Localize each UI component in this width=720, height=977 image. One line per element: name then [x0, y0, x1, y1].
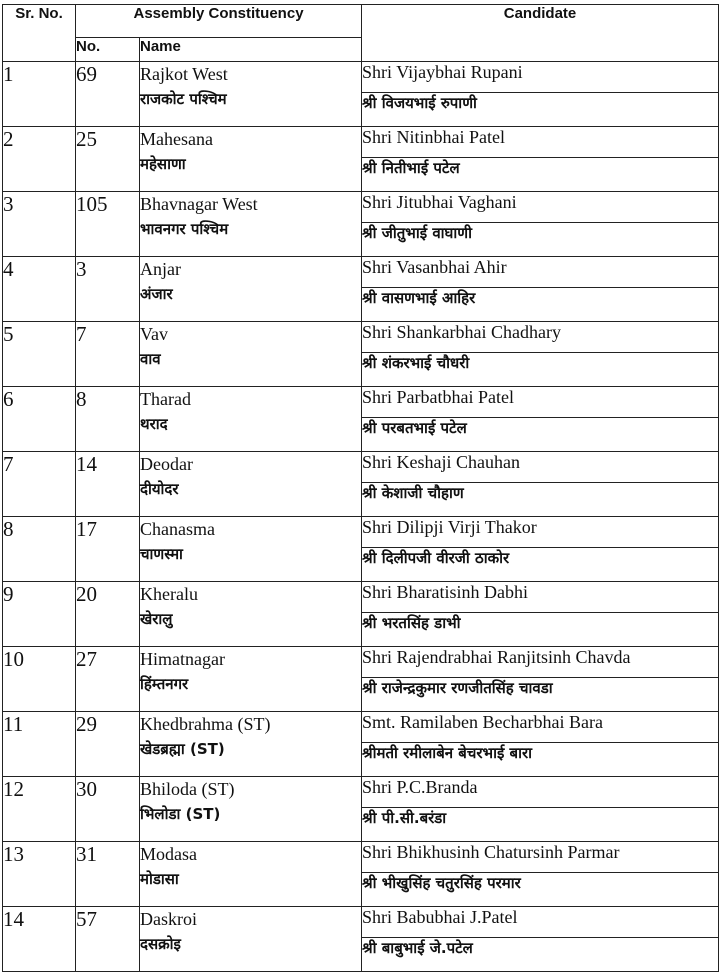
- candidate-name-en: Shri Vijaybhai Rupani: [362, 62, 523, 82]
- constituency-name-cell: [140, 842, 362, 907]
- sr-no-cell: 10: [3, 647, 76, 712]
- constituency-name-cell: [140, 517, 362, 582]
- candidate-name-en-cell: [362, 712, 719, 743]
- constituency-no-cell: 30: [76, 777, 140, 842]
- table-row: [3, 777, 719, 808]
- candidate-name-en-cell: [362, 582, 719, 613]
- constituency-name-cell: [140, 257, 362, 322]
- constituency-name-cell: [140, 62, 362, 127]
- candidate-name-en: Shri Keshaji Chauhan: [362, 452, 520, 472]
- candidate-name-hi: श्री भीखुसिंह चतुरसिंह परमार: [362, 874, 521, 892]
- constituency-name-en: Bhavnagar West: [140, 194, 258, 214]
- candidate-name-en: Shri Parbatbhai Patel: [362, 387, 514, 407]
- candidate-name-en-cell: [362, 387, 719, 418]
- candidate-name-hi-cell: [362, 873, 719, 907]
- candidate-table: [2, 4, 719, 972]
- sr-no-cell: 4: [3, 257, 76, 322]
- constituency-name-en: Daskroi: [140, 909, 197, 929]
- constituency-name-hi: चाणस्मा: [140, 545, 183, 563]
- candidate-name-en-cell: [362, 452, 719, 483]
- constituency-name-cell: [140, 777, 362, 842]
- candidate-name-en-cell: [362, 647, 719, 678]
- constituency-name-cell: [140, 647, 362, 712]
- table-row: [3, 517, 719, 548]
- constituency-name-cell: [140, 907, 362, 972]
- candidate-name-hi: श्री राजेन्द्रकुमार रणजीतसिंह चावडा: [362, 679, 553, 697]
- candidate-name-hi: श्री परबतभाई पटेल: [362, 419, 467, 437]
- sr-no-cell: 9: [3, 582, 76, 647]
- constituency-name-en: Anjar: [140, 259, 181, 279]
- candidate-name-hi-cell: [362, 808, 719, 842]
- header-assembly-constituency: Assembly Constituency: [76, 5, 362, 38]
- candidate-name-en: Shri Nitinbhai Patel: [362, 127, 506, 147]
- table-row: [3, 712, 719, 743]
- constituency-name-hi: खेरालु: [140, 610, 173, 628]
- candidate-name-hi-cell: [362, 938, 719, 972]
- constituency-name-en: Tharad: [140, 389, 191, 409]
- constituency-name-cell: [140, 192, 362, 257]
- constituency-name-cell: [140, 712, 362, 777]
- constituency-name-hi: वाव: [140, 350, 161, 368]
- header-no: No.: [76, 38, 140, 62]
- candidate-name-hi-cell: [362, 93, 719, 127]
- constituency-name-en: Vav: [140, 324, 168, 344]
- candidate-name-en: Shri Babubhai J.Patel: [362, 907, 518, 927]
- candidate-name-en: Shri Bharatisinh Dabhi: [362, 582, 528, 602]
- constituency-no-cell: 105: [76, 192, 140, 257]
- candidate-name-hi: श्री पी.सी.बरंडा: [362, 809, 447, 827]
- constituency-no-cell: 8: [76, 387, 140, 452]
- candidate-name-en-cell: [362, 192, 719, 223]
- sr-no-cell: 7: [3, 452, 76, 517]
- sr-no-cell: 1: [3, 62, 76, 127]
- constituency-name-hi: खेडब्रह्मा (ST): [140, 740, 225, 758]
- candidate-name-en: Shri Shankarbhai Chadhary: [362, 322, 561, 342]
- constituency-no-cell: 14: [76, 452, 140, 517]
- candidate-name-hi-cell: [362, 353, 719, 387]
- constituency-name-hi: भिलोडा (ST): [140, 805, 221, 823]
- constituency-name-en: Khedbrahma (ST): [140, 714, 271, 734]
- candidate-name-en: Shri Rajendrabhai Ranjitsinh Chavda: [362, 647, 631, 667]
- candidate-name-en-cell: [362, 322, 719, 353]
- sr-no-cell: 3: [3, 192, 76, 257]
- constituency-no-cell: 57: [76, 907, 140, 972]
- constituency-name-cell: [140, 322, 362, 387]
- constituency-name-en: Modasa: [140, 844, 197, 864]
- constituency-name-hi: राजकोट पश्चिम: [140, 90, 227, 108]
- header-sr-no: Sr. No.: [3, 5, 76, 62]
- constituency-name-hi: भावनगर पश्चिम: [140, 220, 229, 238]
- constituency-name-hi: महेसाणा: [140, 155, 186, 173]
- candidate-name-hi: श्री नितीभाई पटेल: [362, 159, 460, 177]
- candidate-name-en: Shri P.C.Branda: [362, 777, 478, 797]
- constituency-name-hi: अंजार: [140, 285, 173, 303]
- constituency-name-cell: [140, 127, 362, 192]
- constituency-name-en: Deodar: [140, 454, 193, 474]
- table-row: [3, 257, 719, 288]
- header-candidate: Candidate: [362, 5, 719, 62]
- sr-no-cell: 8: [3, 517, 76, 582]
- sr-no-cell: 11: [3, 712, 76, 777]
- candidate-name-hi: श्रीमती रमीलाबेन बेचरभाई बारा: [362, 744, 533, 762]
- candidate-name-hi: श्री बाबुभाई जे.पटेल: [362, 939, 473, 957]
- sr-no-cell: 13: [3, 842, 76, 907]
- candidate-name-hi-cell: [362, 678, 719, 712]
- constituency-no-cell: 3: [76, 257, 140, 322]
- constituency-name-hi: मोडासा: [140, 870, 179, 888]
- candidate-name-hi-cell: [362, 223, 719, 257]
- constituency-name-hi: दसक्रोइ: [140, 935, 181, 953]
- constituency-name-en: Chanasma: [140, 519, 215, 539]
- table-row: [3, 387, 719, 418]
- sr-no-cell: 5: [3, 322, 76, 387]
- constituency-no-cell: 25: [76, 127, 140, 192]
- candidate-name-en-cell: [362, 127, 719, 158]
- constituency-name-en: Kheralu: [140, 584, 198, 604]
- header-name: Name: [140, 38, 362, 62]
- constituency-no-cell: 29: [76, 712, 140, 777]
- candidate-name-hi: श्री वासणभाई आहिर: [362, 289, 476, 307]
- candidate-name-hi-cell: [362, 743, 719, 777]
- table-row: [3, 322, 719, 353]
- candidate-name-hi: श्री भरतसिंह डाभी: [362, 614, 461, 632]
- sr-no-cell: 14: [3, 907, 76, 972]
- candidate-name-en-cell: [362, 517, 719, 548]
- candidate-name-en: Shri Vasanbhai Ahir: [362, 257, 507, 277]
- candidate-name-en-cell: [362, 257, 719, 288]
- candidate-name-hi: श्री जीतुभाई वाघाणी: [362, 224, 473, 242]
- constituency-name-hi: दीयोदर: [140, 480, 179, 498]
- constituency-name-cell: [140, 582, 362, 647]
- candidate-name-en: Smt. Ramilaben Becharbhai Bara: [362, 712, 603, 732]
- candidate-name-hi: श्री दिलीपजी वीरजी ठाकोर: [362, 549, 510, 567]
- constituency-no-cell: 31: [76, 842, 140, 907]
- table-row: [3, 192, 719, 223]
- constituency-name-en: Mahesana: [140, 129, 213, 149]
- candidate-name-hi-cell: [362, 483, 719, 517]
- constituency-no-cell: 7: [76, 322, 140, 387]
- sr-no-cell: 2: [3, 127, 76, 192]
- table-row: [3, 452, 719, 483]
- candidate-name-hi: श्री केशाजी चौहाण: [362, 484, 464, 502]
- constituency-name-en: Himatnagar: [140, 649, 225, 669]
- constituency-no-cell: 69: [76, 62, 140, 127]
- constituency-no-cell: 27: [76, 647, 140, 712]
- candidate-name-hi-cell: [362, 158, 719, 192]
- candidate-name-hi: श्री शंकरभाई चौधरी: [362, 354, 470, 372]
- table-row: [3, 62, 719, 93]
- table-row: [3, 842, 719, 873]
- table-row: [3, 907, 719, 938]
- constituency-name-cell: [140, 387, 362, 452]
- constituency-no-cell: 17: [76, 517, 140, 582]
- candidate-name-hi-cell: [362, 418, 719, 452]
- constituency-name-en: Bhiloda (ST): [140, 779, 235, 799]
- candidate-name-en: Shri Jitubhai Vaghani: [362, 192, 517, 212]
- candidate-name-hi: श्री विजयभाई रुपाणी: [362, 94, 477, 112]
- table-row: [3, 647, 719, 678]
- sr-no-cell: 6: [3, 387, 76, 452]
- constituency-no-cell: 20: [76, 582, 140, 647]
- candidate-name-en-cell: [362, 907, 719, 938]
- constituency-name-hi: हिंम्तनगर: [140, 675, 189, 693]
- table-row: [3, 127, 719, 158]
- candidate-name-hi-cell: [362, 288, 719, 322]
- constituency-name-hi: थराद: [140, 415, 168, 433]
- constituency-name-cell: [140, 452, 362, 517]
- constituency-name-en: Rajkot West: [140, 64, 228, 84]
- candidate-name-en: Shri Dilipji Virji Thakor: [362, 517, 537, 537]
- candidate-name-en-cell: [362, 777, 719, 808]
- candidate-name-en-cell: [362, 62, 719, 93]
- sr-no-cell: 12: [3, 777, 76, 842]
- candidate-name-en-cell: [362, 842, 719, 873]
- candidate-name-hi-cell: [362, 613, 719, 647]
- table-row: [3, 582, 719, 613]
- candidate-name-hi-cell: [362, 548, 719, 582]
- candidate-name-en: Shri Bhikhusinh Chatursinh Parmar: [362, 842, 620, 862]
